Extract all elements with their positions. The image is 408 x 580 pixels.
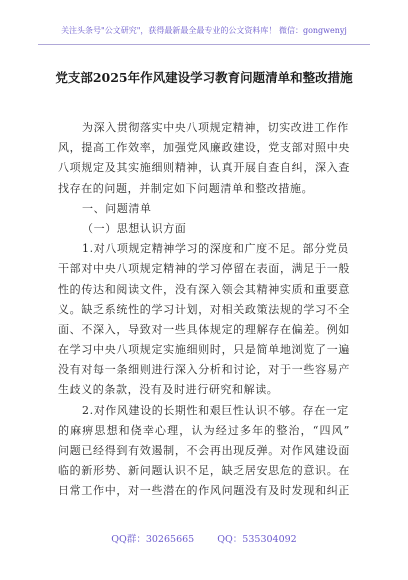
footer-qq: QQ：535304092 [217, 534, 297, 545]
paragraph-line: 2.对作风建设的长期性和艰巨性认识不够。存在一定 [82, 403, 349, 417]
document-title: 党支部2025年作风建设学习教育问题清单和整改措施 [55, 70, 353, 85]
header-divider [38, 44, 370, 45]
paragraph-line: 没有对每一条细则进行深入分析和讨论，对于一些容易产 [58, 363, 350, 377]
paragraph-line: 性的传达和阅读文件，没有深入领会其精神实质和重要意 [58, 282, 350, 296]
footer-qq-group: QQ群：30265665 [111, 534, 195, 545]
header-banner: 关注头条号"公文研究"，获得最新最全最专业的公文资料库！ 微信：gongwenyj [61, 26, 347, 35]
paragraph-line: 1.对八项规定精神学习的深度和广度不足。部分党员 [82, 242, 349, 256]
paragraph-line: 义。缺乏系统性的学习计划，对相关政策法规的学习不全 [58, 302, 350, 316]
paragraph-line: 面、不深入，导致对一些具体规定的理解存在偏差。例如 [58, 322, 350, 336]
paragraph-line: 生歧义的条款，没有及时进行研究和解读。 [58, 383, 279, 397]
document-body [58, 118, 350, 502]
paragraph-line: 在学习中央八项规定实施细则时，只是简单地浏览了一遍 [58, 343, 350, 357]
paragraph-line: 找存在的问题，并制定如下问题清单和整改措施。 [58, 181, 314, 195]
paragraph-line: 问题已经得到有效遏制，不会再出现反弹。对作风建设面 [58, 444, 350, 457]
subsection-heading: （一）思想认识方面 [82, 221, 187, 235]
paragraph-line: 干部对中央八项规定精神的学习停留在表面，满足于一般 [58, 262, 350, 276]
paragraph-line: 日常工作中，对一些潜在的作风问题没有及时发现和纠正 [58, 484, 350, 498]
paragraph-line: 风，提高工作效率，加强党风廉政建设，党支部对照中央 [58, 141, 350, 155]
paragraph-line: 八项规定及其实施细则精神，认真开展自查自纠，深入查 [58, 161, 350, 175]
paragraph-line: 的麻痹思想和侥幸心理，认为经过多年的整治，“四风” [58, 423, 350, 437]
section-heading: 一、问题清单 [82, 201, 152, 215]
paragraph-line: 为深入贯彻落实中央八项规定精神，切实改进工作作 [82, 121, 349, 134]
paragraph-line: 临的新形势、新问题认识不足，缺乏居安思危的意识。在 [58, 464, 350, 478]
footer-contact [0, 531, 408, 545]
